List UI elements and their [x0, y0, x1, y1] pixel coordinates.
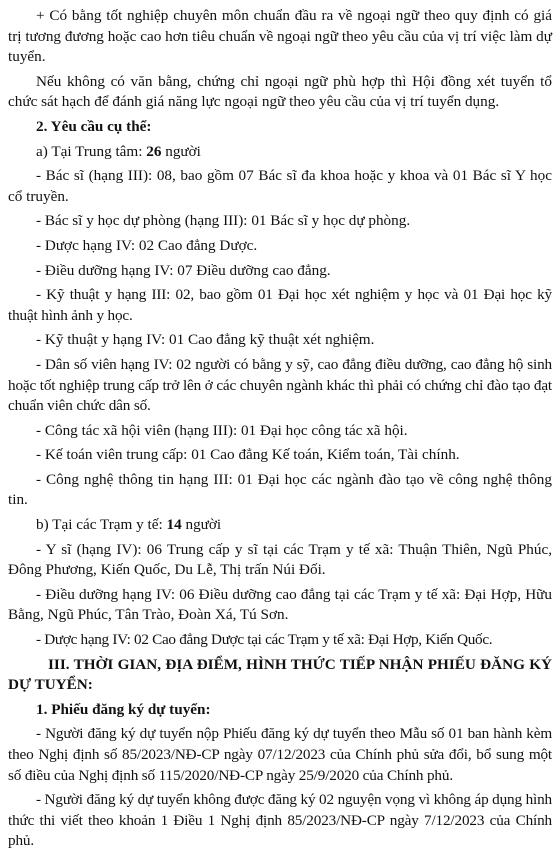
center-count: 26	[146, 142, 162, 160]
list-item-medical-technician-iv: - Kỹ thuật y hạng IV: 01 Cao đẳng kỹ thuật xét nghiệm.	[36, 331, 375, 349]
paragraph-language-degree: + Có bằng tốt nghiệp chuyên môn chuẩn đầu ra về ngoại ngữ theo quy định có giá trị tương đương hoặc cao hơn tiêu chuẩn về ngoại ngữ theo yêu cầu của vị trí việc làm dự tuyển.	[8, 7, 552, 66]
stations-count: 14	[166, 516, 182, 534]
subheading-health-stations	[8, 515, 552, 536]
list-item-accountant: - Kế toán viên trung cấp: 01 Cao đẳng Kế toán, Kiểm toán, Tài chính.	[36, 446, 460, 464]
list-item-population-officer: - Dân số viên hạng IV: 02 người có bằng y sỹ, cao đẳng điều dưỡng, cao đẳng hộ sinh hoặc tốt nghiệp trung cấp trở lên ở các chuyên ngành khác thì phải có chứng chỉ đào tạo đạt chuẩn viên chức dân số.	[8, 355, 552, 415]
section-heading-specific-requirements: 2. Yêu cầu cụ thể:	[36, 117, 152, 135]
stations-count-unit: người	[181, 516, 222, 534]
section-heading-registration-form: 1. Phiếu đăng ký dự tuyển:	[36, 700, 211, 718]
list-item-social-worker: - Công tác xã hội viên (hạng III): 01 Đại học công tác xã hội.	[36, 421, 408, 439]
list-item-station-nurse: - Điều dưỡng hạng IV: 06 Điều dưỡng cao đẳng tại các Trạm y tế xã: Đại Hợp, Hữu Bằng, Ngũ Phúc, Tân Trào, Đoàn Xá, Tú Sơn.	[8, 585, 552, 624]
list-item-pharmacist: - Dược hạng IV: 02 Cao đẳng Dược.	[36, 236, 258, 254]
list-item-doctor: - Bác sĩ (hạng III): 08, bao gồm 07 Bác sĩ đa khoa hoặc y khoa và 01 Bác sĩ Y học cổ truyền.	[8, 167, 552, 205]
list-item-station-pharmacist: - Dược hạng IV: 02 Cao đẳng Dược tại các Trạm y tế xã: Đại Hợp, Kiến Quốc.	[36, 631, 493, 649]
paragraph-registration-form: - Người đăng ký dự tuyển nộp Phiếu đăng ký dự tuyển theo Mẫu số 01 ban hành kèm theo Nghị định số 85/2023/NĐ-CP ngày 07/12/2023 của Chính phủ sửa đổi, bổ sung một số điều của Nghị định số 115/2020/NĐ-CP ngày 25/9/2020 của Chính phủ.	[8, 725, 552, 784]
subheading-center	[8, 142, 552, 163]
subheading-center-label: a) Tại Trung tâm:	[36, 142, 147, 160]
list-item-nurse: - Điều dưỡng hạng IV: 07 Điều dưỡng cao đẳng.	[36, 261, 331, 279]
subheading-stations-label: b) Tại các Trạm y tế:	[36, 516, 167, 534]
list-item-medical-technician-iii: - Kỹ thuật y hạng III: 02, bao gồm 01 Đại học xét nghiệm y học và 01 Đại học kỹ thuật hình ảnh y học.	[8, 286, 552, 324]
section-heading-iii: III. THỜI GIAN, ĐỊA ĐIỂM, HÌNH THỨC TIẾP NHẬN PHIẾU ĐĂNG KÝ DỰ TUYỂN:	[8, 655, 552, 694]
paragraph-single-preference: - Người đăng ký dự tuyển không được đăng ký 02 nguyện vọng vì không áp dụng hình thức thi viết theo khoản 1 Điều 1 Nghị định 85/2023/NĐ-CP ngày 7/12/2023 của Chính phủ.	[8, 791, 552, 850]
list-item-preventive-doctor: - Bác sĩ y học dự phòng (hạng III): 01 Bác sĩ y học dự phòng.	[36, 212, 411, 230]
paragraph-language-assessment: Nếu không có văn bằng, chứng chỉ ngoại ngữ phù hợp thì Hội đồng xét tuyển tổ chức sát hạch để đánh giá năng lực ngoại ngữ theo yêu cầu của vị trí tuyển dụng.	[8, 72, 552, 111]
list-item-assistant-doctor: - Y sĩ (hạng IV): 06 Trung cấp y sĩ tại các Trạm y tế xã: Thuận Thiên, Ngũ Phúc, Đông Phương, Kiến Quốc, Du Lễ, Thị trấn Núi Đối.	[8, 540, 552, 579]
list-item-it: - Công nghệ thông tin hạng III: 01 Đại học các ngành đào tạo về công nghệ thông tin.	[8, 470, 552, 509]
center-count-unit: người	[161, 142, 201, 160]
